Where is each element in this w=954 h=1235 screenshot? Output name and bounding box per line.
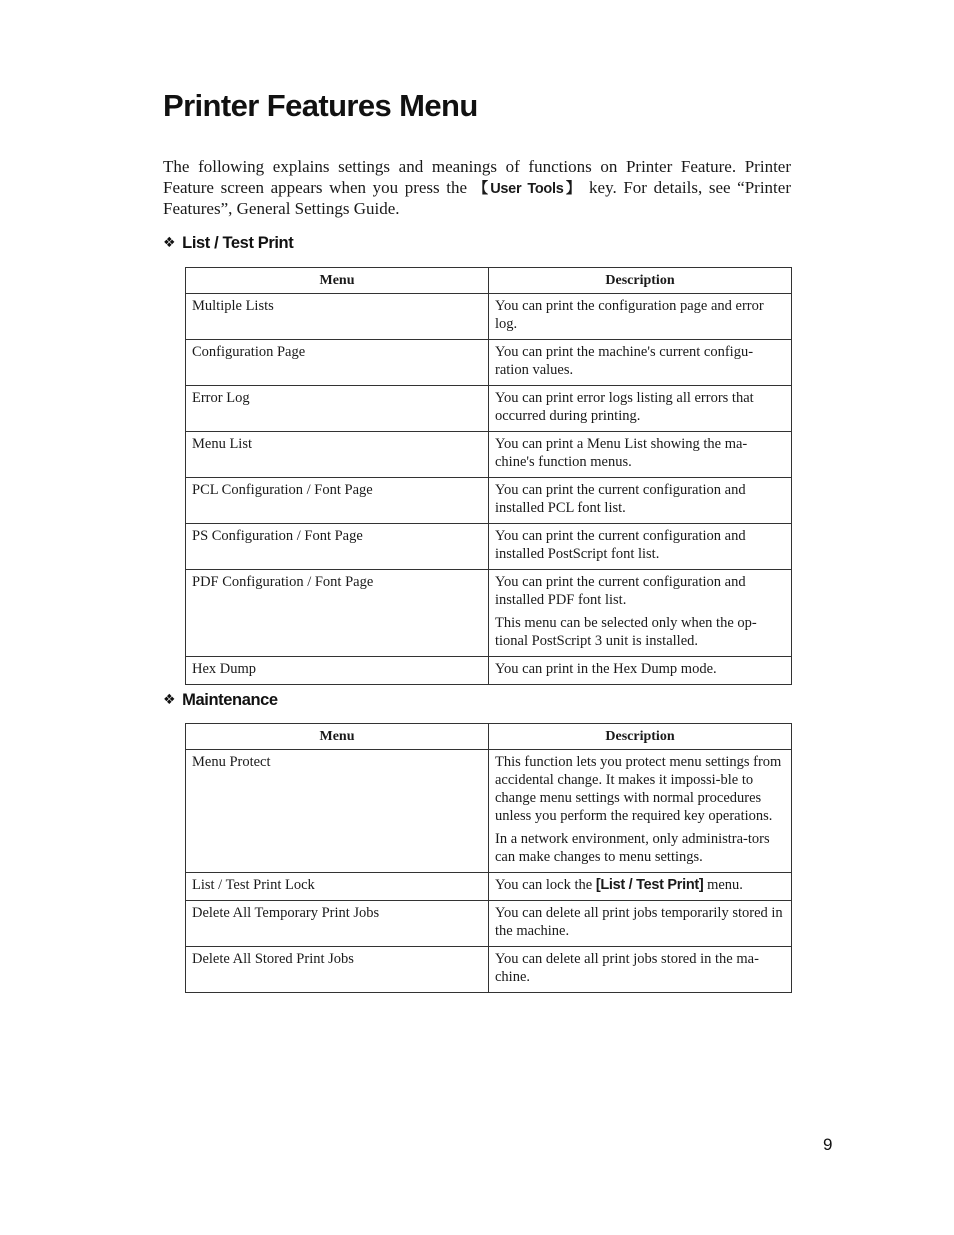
description-cell [489,657,792,685]
menu-cell: PCL Configuration / Font Page [186,478,489,524]
menu-cell: Multiple Lists [186,294,489,340]
menu-cell: Error Log [186,386,489,432]
description-cell [489,570,792,657]
menu-cell: Menu List [186,432,489,478]
description-cell [489,750,792,873]
description-text: This function lets you protect menu settings from accidental change. It makes it impossi-ble to change menu settings with normal procedures unless you perform the required key operations. [495,754,782,824]
description-cell [489,478,792,524]
description-text: You can print the machine's current configu-ration values. [495,344,754,378]
table-row [186,657,792,685]
column-header-menu: Menu [186,268,489,294]
column-header-description: Description [489,724,792,750]
description-text: You can print error logs listing all errors that occurred during printing. [495,390,754,424]
menu-cell: Configuration Page [186,340,489,386]
table-row [186,478,792,524]
description-cell [489,294,792,340]
section-heading-text: List / Test Print [182,234,294,252]
user-tools-key-label: 【User Tools】 [473,180,583,197]
description-cell [489,901,792,947]
description-note: This menu can be selected only when the op-tional PostScript 3 unit is installed. [495,615,757,649]
description-cell [489,432,792,478]
menu-cell: Delete All Temporary Print Jobs [186,901,489,947]
description-text-after: menu. [703,877,743,893]
description-text: You can print the current configuration and installed PCL font list. [495,482,746,516]
maintenance-table [185,723,792,993]
table-header-row [186,724,792,750]
menu-cell: Hex Dump [186,657,489,685]
description-text [495,876,785,894]
description-cell [489,386,792,432]
section-heading-text: Maintenance [182,691,278,709]
list-test-print-key-label: [List / Test Print] [595,877,704,893]
intro-paragraph [163,157,791,220]
description-text: You can print in the Hex Dump mode. [495,661,717,677]
table-row [186,294,792,340]
column-header-menu: Menu [186,724,489,750]
intro-text-before: The following explains settings and meanings of functions on Printer Feature. Printer Feature screen appears when you press the [163,157,791,197]
table-row [186,340,792,386]
page-number: 9 [823,1135,833,1154]
table-row [186,386,792,432]
table-header-row [186,268,792,294]
table-row [186,947,792,993]
description-cell [489,947,792,993]
section-heading-maintenance [163,691,278,710]
intro-text-after: key. For details, see “Printer Features”, General Settings Guide. [163,177,791,218]
description-text: You can print the configuration page and error log. [495,298,764,332]
page-title: Printer Features Menu [163,88,478,123]
table-row [186,750,792,873]
menu-cell: Delete All Stored Print Jobs [186,947,489,993]
table-row [186,570,792,657]
section-heading-list-test-print [163,234,293,253]
menu-cell: PDF Configuration / Font Page [186,570,489,657]
description-text: You can delete all print jobs stored in the ma-chine. [495,951,759,985]
menu-cell: Menu Protect [186,750,489,873]
table-row [186,432,792,478]
table-row [186,524,792,570]
description-note: In a network environment, only administra-tors can make changes to menu settings. [495,831,770,865]
description-cell [489,524,792,570]
description-text: You can print the current configuration and installed PDF font list. [495,574,746,608]
table-row [186,901,792,947]
description-cell [489,340,792,386]
menu-cell: List / Test Print Lock [186,873,489,901]
description-text: You can delete all print jobs temporarily stored in the machine. [495,905,783,939]
description-cell [489,873,792,901]
menu-cell: PS Configuration / Font Page [186,524,489,570]
description-text-before: You can lock the [495,877,596,893]
four-diamond-bullet-icon: ❖ [163,234,176,250]
column-header-description: Description [489,268,792,294]
table-row [186,873,792,901]
description-text: You can print a Menu List showing the ma-chine's function menus. [495,436,748,470]
four-diamond-bullet-icon: ❖ [163,691,176,707]
list-test-print-table [185,267,792,685]
description-text: You can print the current configuration and installed PostScript font list. [495,528,746,562]
